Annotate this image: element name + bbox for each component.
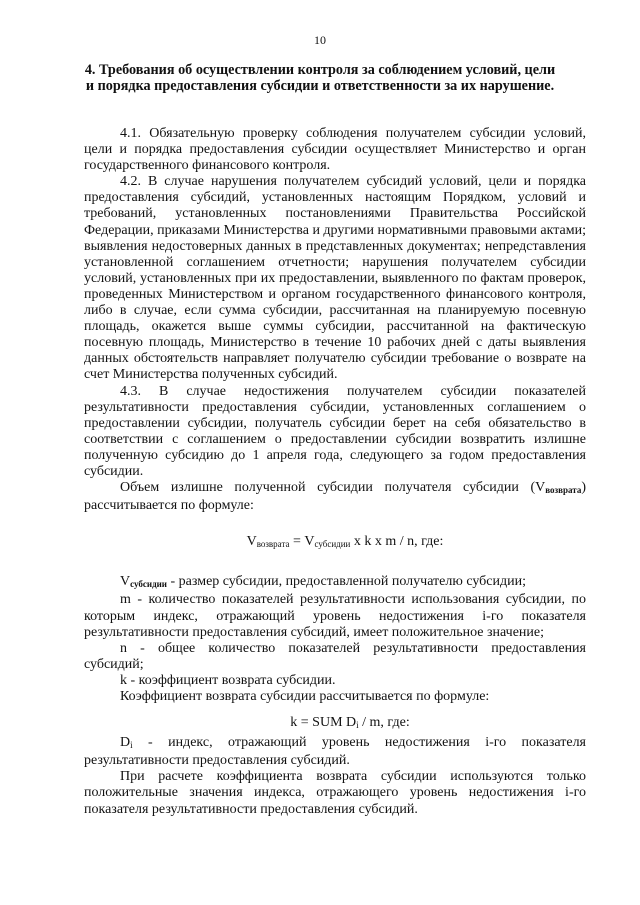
volume-text-a: Объем излишне полученной субсидии получателя субсидии (V <box>120 480 546 496</box>
formula1-sub-vozvrata: возврата <box>256 539 290 550</box>
definition-d <box>84 735 586 769</box>
definition-v <box>84 574 586 592</box>
def-v-subscript: субсидии <box>130 579 167 590</box>
paragraph-4-2: 4.2. В случае нарушения получателем субсидий условий, цели и порядка предоставления субсидий, установленных настоящим Порядком, условий и требований, установленных постановлениями Правительства Российской Федерации, приказами Министерства и другими нормативными правовыми актами; выявления недостоверных данных в представленных документах; непредставления установленной соглашением отчетности; нарушения получателем субсидии условий, установленных при их предоставлении, выявленного по фактам проверок, проведенных Министерством и органом государственного финансового контроля, либо в случае, если сумма субсидии, рассчитанная на планируемую посевную площадь, окажется выше суммы субсидии, рассчитанной на фактическую посевную площадь, Министерство в течение 10 рабочих дней с даты выявления данных обстоятельств направляет получателю субсидии требование о возврате на счет Министерства полученных субсидий. <box>84 174 586 383</box>
formula2-sub: i <box>356 720 359 731</box>
coefficient-text: Коэффициент возврата субсидии рассчитывается по формуле: <box>120 689 490 704</box>
definition-m: m - количество показателей результативности использования субсидии, по которым индекс, отражающий уровень недостижения i-го показателя результативности предоставления субсидий, имеет положительное значение; <box>84 592 586 640</box>
paragraph-volume <box>84 480 586 514</box>
volume-text-b: ) рассчитывается по формуле: <box>84 480 586 514</box>
formula-volume <box>84 534 586 552</box>
section-heading: 4. Требования об осуществлении контроля за соблюдением условий, цели и порядка предоставления субсидии и ответственности за их нарушение. <box>84 62 556 94</box>
def-d-text: - индекс, отражающий уровень недостижения i-го показателя результативности предоставления субсидий. <box>84 735 586 769</box>
def-d-subscript: i <box>130 740 133 751</box>
formula2-b: / m, где: <box>358 715 410 731</box>
paragraph-4-1: 4.1. Обязательную проверку соблюдения получателем субсидии условий, цели и порядка предоставления субсидии осуществляет Министерство и орган государственного финансового контроля. <box>84 126 586 174</box>
document-body <box>84 126 586 818</box>
def-d-letter: D <box>120 735 131 751</box>
volume-subscript: возврата <box>545 485 582 496</box>
definition-n: n - общее количество показателей результативности предоставления субсидий; <box>84 640 586 672</box>
formula1-eq: = V <box>289 534 315 550</box>
formula2-a: k = SUM D <box>290 715 357 731</box>
paragraph-4-3: 4.3. В случае недостижения получателем субсидии показателей результативности предоставления субсидии, установленных соглашением о предоставлении субсидии, получатель субсидии берет на себя обязательство в соответствии с соглашением о предоставлении субсидии возвратить излишне полученную субсидию до 1 апреля года, следующего за годом предоставления субсидии. <box>84 383 586 479</box>
def-v-letter: V <box>120 574 131 590</box>
formula1-sub-subsidii: субсидии <box>314 539 351 550</box>
final-paragraph: При расчете коэффициента возврата субсидии используются только положительные значения индекса, отражающего уровень недостижения i-го показателя результативности предоставления субсидий. <box>84 769 586 817</box>
page-number: 10 <box>314 33 326 47</box>
def-v-text: - размер субсидии, предоставленной получателю субсидии; <box>167 574 527 590</box>
definition-k: k - коэффициент возврата субсидии. <box>120 672 336 688</box>
formula1-v: V <box>246 534 257 550</box>
formula1-rest: x k x m / n, где: <box>350 534 444 550</box>
formula-coefficient <box>84 715 586 733</box>
